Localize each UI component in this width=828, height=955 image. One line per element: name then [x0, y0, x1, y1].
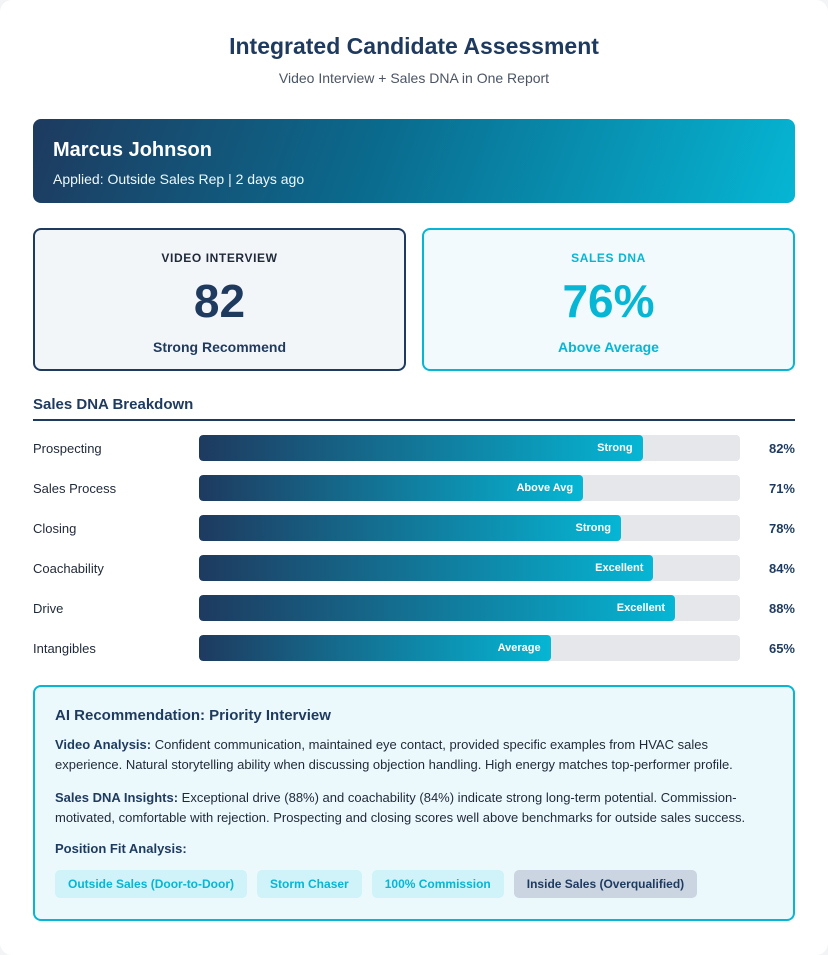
page-subtitle: Video Interview + Sales DNA in One Report [278, 70, 550, 86]
video-interview-score: 82 [193, 275, 246, 327]
video-analysis-text [55, 735, 773, 774]
breakdown-bar-rating: Strong [597, 442, 633, 454]
sales-dna-score: 76% [562, 275, 655, 327]
sales-dna-score-card [422, 228, 795, 371]
video-analysis-body: Confident communication, maintained eye contact, provided specific examples from HVAC sales experience. Natural storytelling ability when discussing objection handling. High energy matches top-performer profile. [55, 737, 733, 772]
breakdown-row [33, 475, 795, 515]
breakdown-bar-fill [199, 475, 583, 501]
breakdown-bar-track [199, 635, 740, 661]
video-interview-score-card [33, 228, 406, 371]
position-fit-chip: 100% Commission [372, 870, 504, 898]
breakdown-row-label: Prospecting [33, 441, 102, 456]
breakdown-row-percent: 65% [768, 641, 795, 656]
breakdown-bar-track [199, 435, 740, 461]
breakdown-row-percent: 82% [768, 441, 795, 456]
video-analysis-label: Video Analysis: [55, 737, 152, 752]
breakdown-row [33, 595, 795, 635]
breakdown-row-percent: 71% [768, 481, 795, 496]
breakdown-list [33, 435, 795, 675]
sales-dna-insights-body: Exceptional drive (88%) and coachability (84%) indicate strong long-term potential. Commission-motivated, comfortable with rejection. Prospecting and closing scores well above benchmarks for outside sales success. [55, 790, 746, 825]
position-fit-chip: Outside Sales (Door-to-Door) [55, 870, 247, 898]
position-fit-chip: Storm Chaser [257, 870, 362, 898]
breakdown-row [33, 515, 795, 555]
breakdown-bar-rating: Excellent [616, 602, 666, 614]
position-fit-label: Position Fit Analysis: [55, 841, 187, 856]
breakdown-bar-fill [199, 515, 621, 541]
sales-dna-insights-text [55, 788, 773, 827]
breakdown-bar-track [199, 595, 740, 621]
breakdown-row [33, 635, 795, 675]
candidate-banner [33, 119, 795, 203]
breakdown-bar-rating: Average [497, 642, 541, 654]
breakdown-row-label: Drive [33, 601, 64, 616]
video-interview-rating: Strong Recommend [152, 339, 286, 355]
breakdown-bar-track [199, 555, 740, 581]
breakdown-row-label: Coachability [33, 561, 104, 576]
breakdown-bar-fill [199, 635, 551, 661]
breakdown-row-percent: 88% [768, 601, 795, 616]
candidate-name: Marcus Johnson [53, 139, 212, 161]
breakdown-row-label: Intangibles [33, 641, 96, 656]
breakdown-row-label: Sales Process [33, 481, 117, 496]
breakdown-bar-rating: Strong [575, 522, 611, 534]
breakdown-bar-fill [199, 595, 675, 621]
breakdown-bar-track [199, 515, 740, 541]
candidate-applied: Applied: Outside Sales Rep | 2 days ago [53, 171, 305, 187]
position-fit-chip: Inside Sales (Overqualified) [514, 870, 697, 898]
breakdown-row-percent: 78% [768, 521, 795, 536]
breakdown-bar-rating: Above Avg [516, 482, 574, 494]
breakdown-row [33, 555, 795, 595]
breakdown-row-label: Closing [33, 521, 77, 536]
breakdown-heading: Sales DNA Breakdown [33, 396, 795, 421]
ai-recommendation-panel [33, 685, 795, 921]
video-interview-label: VIDEO INTERVIEW [161, 251, 278, 265]
recommendation-title: AI Recommendation: Priority Interview [55, 707, 331, 724]
breakdown-bar-track [199, 475, 740, 501]
breakdown-bar-fill [199, 435, 643, 461]
sales-dna-insights-label: Sales DNA Insights: [55, 790, 179, 805]
sales-dna-label: SALES DNA [571, 251, 646, 265]
breakdown-bar-fill [199, 555, 653, 581]
breakdown-row [33, 435, 795, 475]
page-title: Integrated Candidate Assessment [229, 33, 599, 59]
position-fit-chips [55, 870, 773, 898]
breakdown-bar-rating: Excellent [595, 562, 644, 574]
breakdown-row-percent: 84% [768, 561, 795, 576]
sales-dna-rating: Above Average [558, 339, 659, 355]
